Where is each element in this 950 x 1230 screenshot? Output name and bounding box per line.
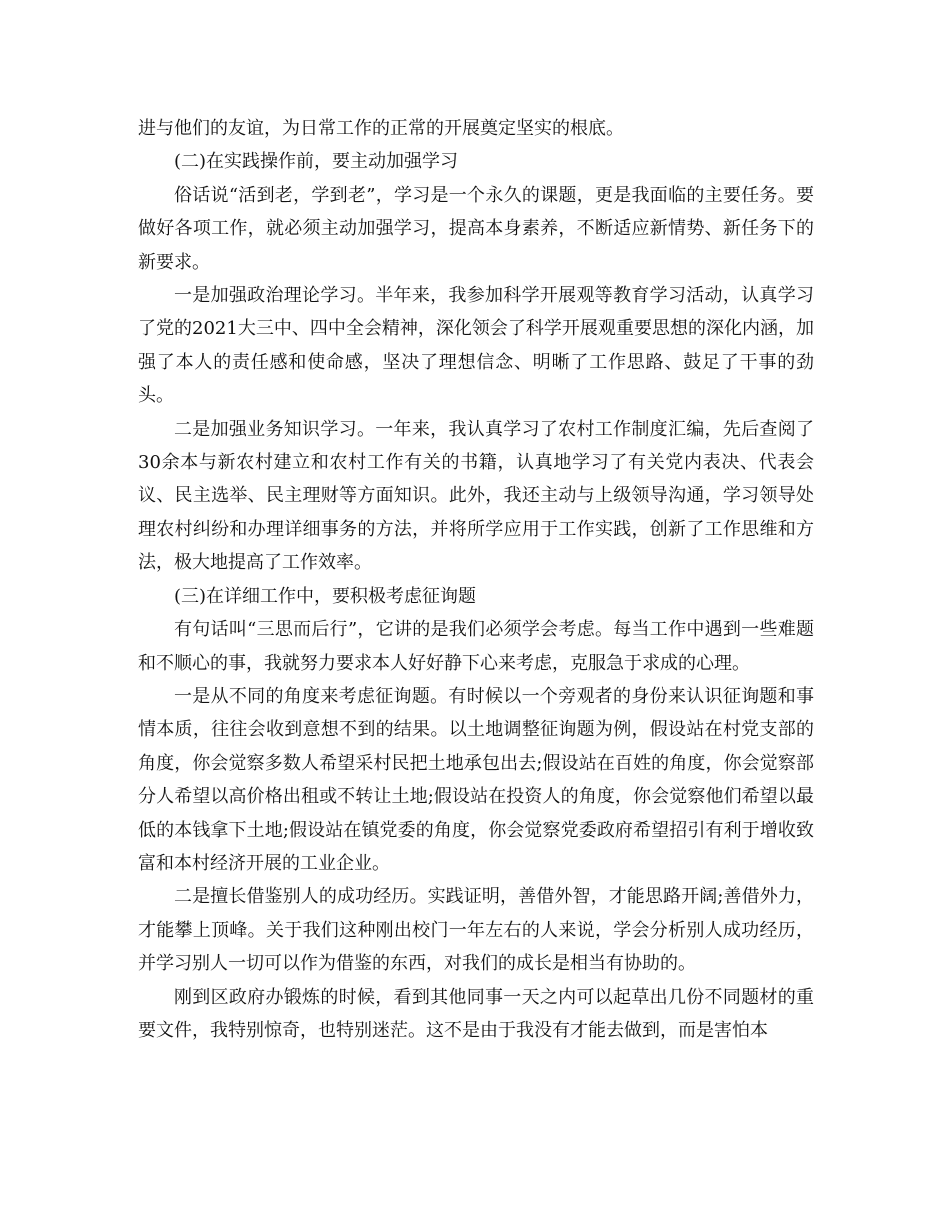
paragraph-7: 有句话叫“三思而后行”，它讲的是我们必须学会考虑。每当工作中遇到一些难题和不顺心的事，我就努力要求本人好好静下心来考虑，克服急于求成的心理。 [138,619,814,674]
paragraph-1: 进与他们的友谊，为日常工作的正常的开展奠定坚实的根底。 [138,118,624,139]
paragraph-3: 俗话说“活到老，学到老”，学习是一个永久的课题，更是我面临的主要任务。要做好各项工作，就必须主动加强学习，提高本身素养，不断适应新情势、新任务下的新要求。 [138,184,814,273]
section-heading-2: (二)在实践操作前，要主动加强学习 [174,151,459,173]
paragraph-9: 二是擅长借鉴别人的成功经历。实践证明，善借外智，才能思路开阔;善借外力，才能攀上顶峰。关于我们这种刚出校门一年左右的人来说，学会分析别人成功经历，并学习别人一切可以作为借鉴的东西，对我们的成长是相当有协助的。 [138,886,814,975]
document-body [138,112,814,1047]
paragraph-5: 二是加强业务知识学习。一年来，我认真学习了农村工作制度汇编，先后查阅了30余本与新农村建立和农村工作有关的书籍，认真地学习了有关党内表决、代表会议、民主选举、民主理财等方面知识。此外，我还主动与上级领导沟通，学习领导处理农村纠纷和办理详细事务的方法，并将所学应用于工作实践，创新了工作思维和方法，极大地提高了工作效率。 [138,418,814,574]
paragraph-10: 刚到区政府办锻炼的时候，看到其他同事一天之内可以起草出几份不同题材的重要文件，我特别惊奇，也特别迷茫。这不是由于我没有才能去做到，而是害怕本 [138,986,814,1041]
section-heading-3: (三)在详细工作中，要积极考虑征询题 [174,585,477,607]
paragraph-8: 一是从不同的角度来考虑征询题。有时候以一个旁观者的身份来认识征询题和事情本质，往往会收到意想不到的结果。以土地调整征询题为例，假设站在村党支部的角度，你会觉察多数人希望采村民把土地承包出去;假设站在百姓的角度，你会觉察部分人希望以高价格出租或不转让土地;假设站在投资人的角度，你会觉察他们希望以最低的本钱拿下土地;假设站在镇党委的角度，你会觉察党委政府希望招引有利于增收致富和本村经济开展的工业企业。 [138,685,814,874]
paragraph-4: 一是加强政治理论学习。半年来，我参加科学开展观等教育学习活动，认真学习了党的2021大三中、四中全会精神，深化领会了科学开展观重要思想的深化内涵，加强了本人的责任感和使命感，坚决了理想信念、明晰了工作思路、鼓足了干事的劲头。 [138,285,814,407]
